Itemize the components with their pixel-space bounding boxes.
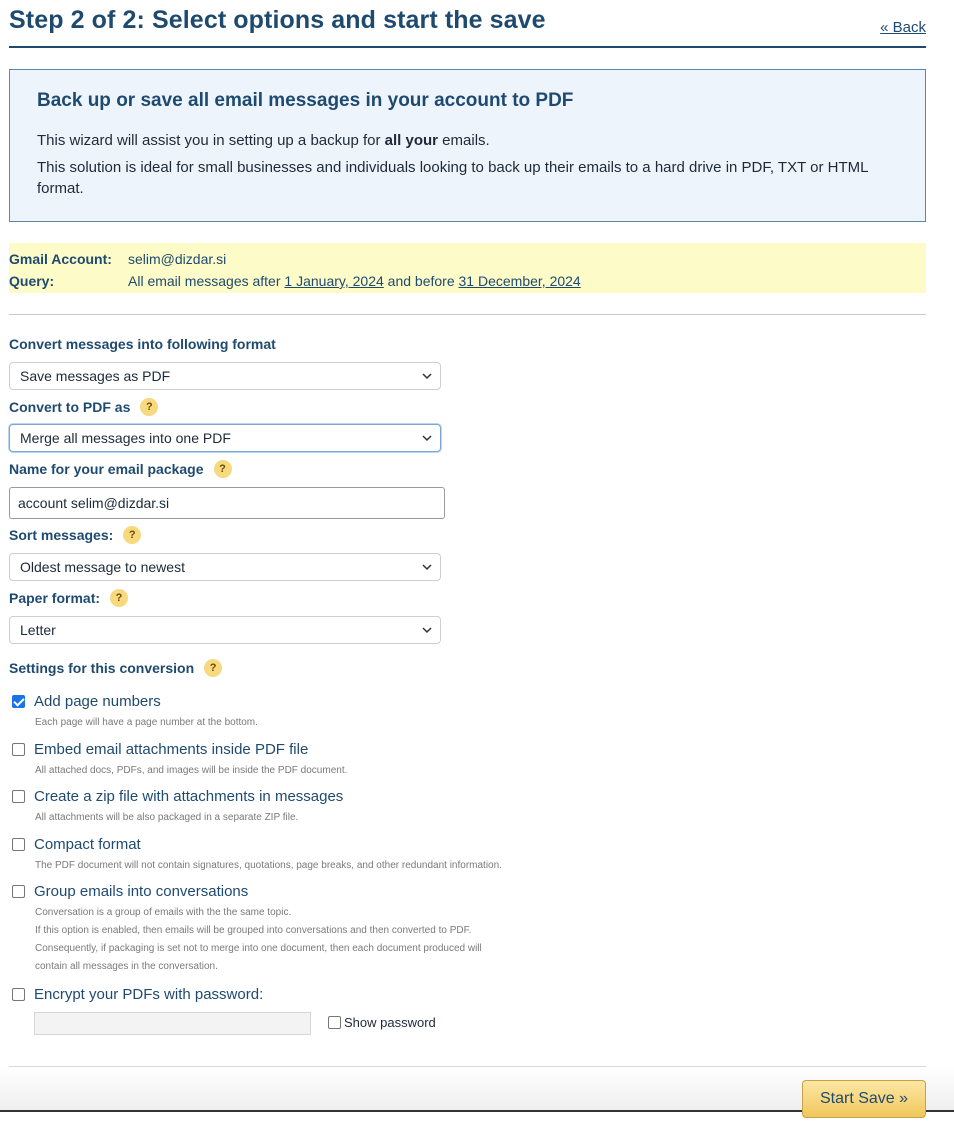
chevron-down-icon [422,562,432,572]
option-title[interactable]: Encrypt your PDFs with password: [34,986,264,1003]
chevron-down-icon [422,371,432,381]
info-line-1-bold: all your [384,132,439,149]
help-icon[interactable]: ? [123,526,141,544]
section-divider [9,314,926,315]
option-desc-line: Consequently, if packaging is set not to merge into one document, then each document produced will [35,943,482,954]
info-line-1 [37,130,899,151]
option-title[interactable]: Group emails into conversations [34,883,249,900]
option-description [35,809,595,827]
show-password-label[interactable]: Show password [344,1015,436,1030]
pdf-as-select[interactable] [9,424,441,452]
chevron-down-icon [422,625,432,635]
format-label: Convert messages into following format [9,336,276,352]
sort-label-text: Sort messages: [9,527,114,543]
checkbox[interactable] [12,838,25,851]
checkbox[interactable] [328,1016,341,1029]
account-row [9,248,926,270]
chevron-down-icon [422,433,432,443]
password-input[interactable] [34,1012,311,1035]
sort-select-value: Oldest message to newest [20,559,185,575]
package-label [9,460,232,478]
checkbox[interactable] [12,790,25,803]
settings-label-text: Settings for this conversion [9,660,195,676]
pdf-as-label-text: Convert to PDF as [9,399,131,415]
account-summary [9,243,926,293]
package-label-text: Name for your email package [9,461,204,477]
option-desc-line: Each page will have a page number at the bottom. [35,717,258,728]
query-label: Query: [9,273,55,289]
help-icon[interactable]: ? [214,460,232,478]
option-desc-line: The PDF document will not contain signatures, quotations, page breaks, and other redundant information. [35,860,502,871]
query-value [128,270,581,292]
package-name-input[interactable] [9,487,445,519]
query-mid: and before [383,273,459,289]
checkbox[interactable] [12,743,25,756]
pdf-as-select-value: Merge all messages into one PDF [20,430,231,446]
format-select[interactable] [9,362,441,390]
start-save-button[interactable]: Start Save » [802,1080,926,1118]
account-label: Gmail Account: [9,251,112,267]
option-description [35,762,595,780]
query-pre: All email messages after [128,273,285,289]
option-title[interactable]: Add page numbers [34,693,161,710]
pdf-as-label [9,398,158,416]
info-heading: Back up or save all email messages in your account to PDF [37,90,574,111]
query-date-from-link[interactable]: 1 January, 2024 [284,273,384,289]
info-box [9,69,926,222]
sort-select[interactable] [9,553,441,581]
sort-label [9,526,141,544]
account-value: selim@dizdar.si [128,251,227,267]
option-desc-line: contain all messages in the conversation. [35,961,218,972]
help-icon[interactable]: ? [140,398,158,416]
info-line-2: This solution is ideal for small businesses and individuals looking to back up their emails to a hard drive in PDF, TXT or HTML format. [37,159,868,197]
info-line-1-post: emails. [438,132,490,149]
option-desc-line: All attachments will be also packaged in a separate ZIP file. [35,812,299,823]
option-description [35,857,595,875]
option-title[interactable]: Create a zip file with attachments in messages [34,788,344,805]
settings-label [9,659,222,677]
page-header [9,0,926,48]
help-icon[interactable]: ? [204,659,222,677]
help-icon[interactable]: ? [110,589,128,607]
paper-label-text: Paper format: [9,590,101,606]
paper-select-value: Letter [20,622,56,638]
option-description [35,904,595,976]
page-title: Step 2 of 2: Select options and start the save [9,6,546,34]
query-date-to-link[interactable]: 31 December, 2024 [458,273,581,289]
checkmark-icon[interactable] [12,695,25,708]
format-select-value: Save messages as PDF [20,368,171,384]
option-description [35,714,595,732]
option-title[interactable]: Compact format [34,836,141,853]
paper-select[interactable] [9,616,441,644]
option-desc-line: All attached docs, PDFs, and images will be inside the PDF document. [35,765,348,776]
back-link[interactable]: « Back [880,19,926,36]
option-desc-line: If this option is enabled, then emails will be grouped into conversations and then converted to PDF. [35,925,472,936]
option-title[interactable]: Embed email attachments inside PDF file [34,741,309,758]
option-desc-line: Conversation is a group of emails with the the same topic. [35,907,292,918]
info-line-1-pre: This wizard will assist you in setting up a backup for [37,132,385,149]
query-row [9,270,926,292]
paper-label [9,589,128,607]
checkbox[interactable] [12,885,25,898]
checkbox[interactable] [12,988,25,1001]
